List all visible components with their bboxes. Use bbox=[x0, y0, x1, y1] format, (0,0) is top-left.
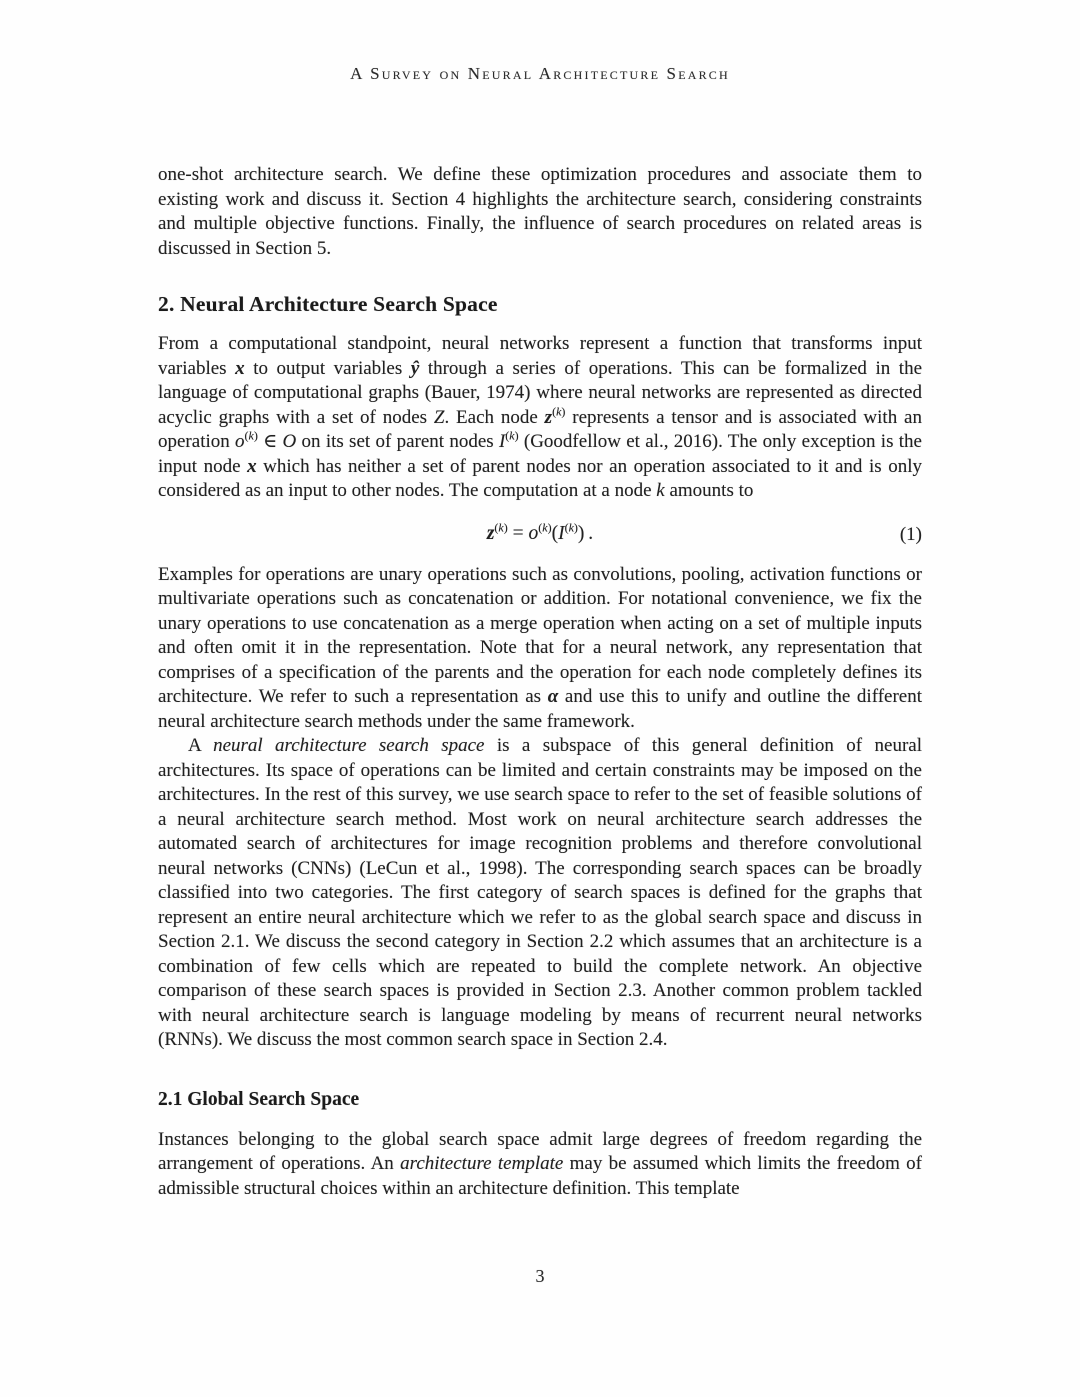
intro-continuation-paragraph: one-shot architecture search. We define these optimization procedures and associate them to existing work and discuss it. Section 4 highlights the architecture search, considering constraints and multiple objective functions. Finally, the influence of search procedures on related areas is discussed in Section 5. bbox=[158, 164, 922, 259]
equation-1-row bbox=[158, 521, 922, 547]
running-header: A Survey on Neural Architecture Search bbox=[350, 64, 730, 83]
page-number: 3 bbox=[535, 1266, 545, 1286]
equation-1-number: (1) bbox=[899, 523, 922, 545]
section-2-heading: 2. Neural Architecture Search Space bbox=[158, 292, 498, 316]
section-2-paragraph-2: Examples for operations are unary operations such as convolutions, pooling, activation functions or multivariate operations such as concatenation or addition. For notational convenience, we fix the unary operations to use concatenation as a merge operation when acting on a set of multiple inputs and often omit it in the representation. Note that for a neural network, any representation that comprises of a specification of the parents and the operation for each node completely defines its architecture. We refer to such a representation as α and use this to unify and outline the different neural architecture search methods under the same framework. bbox=[158, 563, 922, 732]
section-2-paragraph-3: A neural architecture search space is a subspace of this general definition of neural architectures. Its space of operations can be limited and certain constraints may be imposed on the architectures. In the rest of this survey, we use search space to refer to the set of feasible solutions of a neural architecture search method. Most work on neural architecture search addresses the automated search of architectures for image recognition problems and therefore convolutional neural networks (CNNs) (LeCun et al., 1998). The corresponding search spaces can be broadly classified into two categories. The first category of search spaces is defined for the graphs that represent an entire neural architecture which we refer to as the global search space and discuss in Section 2.1. We discuss the second category in Section 2.2 which assumes that an architecture is a combination of few cells which are repeated to build the complete network. An objective comparison of these search spaces is provided in Section 2.3. Another common problem tackled with neural architecture search is language modeling by means of recurrent neural networks (RNNs). We discuss the most common search space in Section 2.4. bbox=[158, 735, 922, 1050]
section-2-1-paragraph-1: Instances belonging to the global search space admit large degrees of freedom regarding the arrangement of operations. An architecture template may be assumed which limits the freedom of admissible structural choices within an architecture definition. This template bbox=[158, 1128, 923, 1199]
section-2-1-heading: 2.1 Global Search Space bbox=[158, 1088, 360, 1110]
page-content bbox=[158, 0, 922, 1201]
equation-1-body: $z^{(k)} = o^{(k)}(I^{(k)})$ . bbox=[486, 520, 594, 544]
section-2-paragraph-1: From a computational standpoint, neural networks represent a function that transforms input variables x to output variables ŷ through a series of operations. This can be formalized in the language of computational graphs (Bauer, 1974) where neural networks are represented as directed acyclic graphs with a set of nodes Z. Each node $z^{(k)}$ represents a tensor and is associated with an operation $o^{(k)}$ ∈ O on its set of parent nodes $I^{(k)}$ (Goodfellow et al., 2016). The only exception is the input node x which has neither a set of parent nodes nor an operation associated to it and is only considered as an input to other nodes. The computation at a node k amounts to bbox=[158, 333, 923, 501]
